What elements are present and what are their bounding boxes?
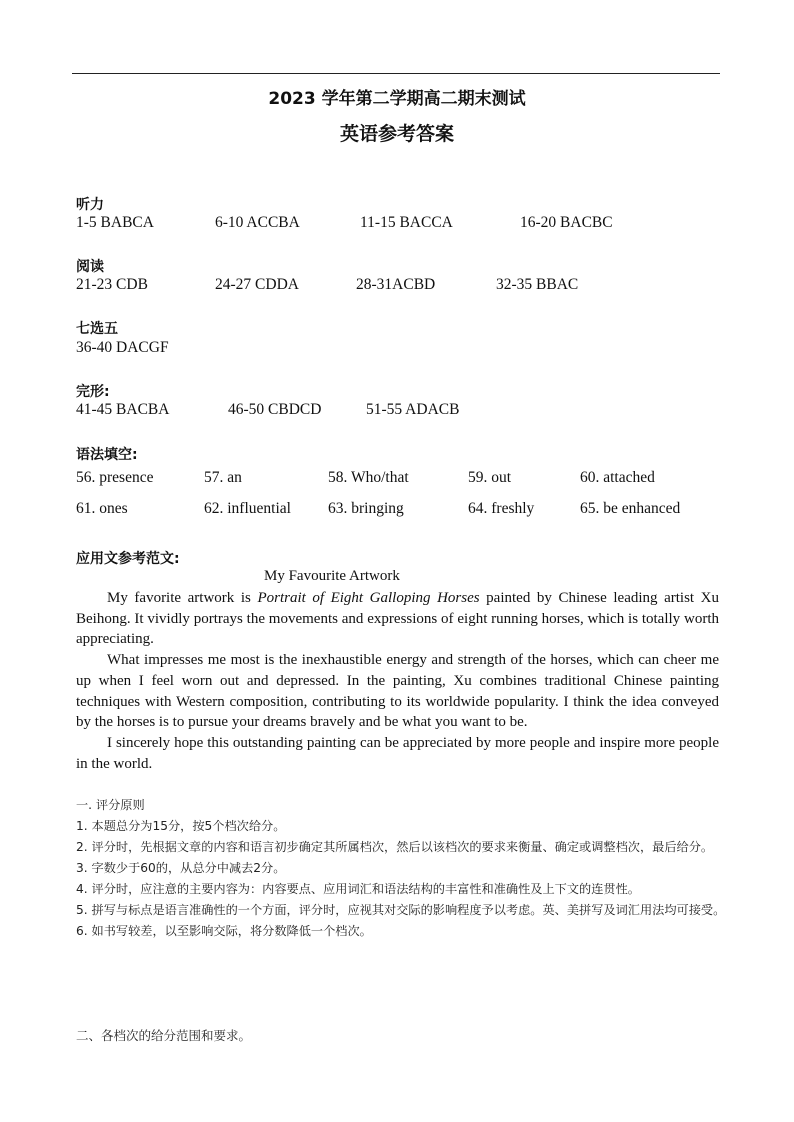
essay-paragraph-2: What impresses me most is the inexhaustible energy and strength of the horses, which can cheer me up when I feel worn out and depressed. In the painting, Xu combines traditional Chinese painting techniques with Western composition, contributing to its worldwide popularity. I think the idea conveyed by the horses is to pursue your dreams bravely and be what you want to be.	[76, 652, 719, 731]
scoring-item: 6. 如书写较差，以至影响交际，将分数降低一个档次。	[76, 924, 372, 938]
answer-group: 46-50 CBDCD	[228, 401, 322, 418]
scoring-item: 4. 评分时，应注意的主要内容为：内容要点、应用词汇和语法结构的丰富性和准确性及上下文的连贯性。	[76, 882, 640, 896]
scoring-item: 3. 字数少于60的，从总分中减去2分。	[76, 861, 286, 875]
answer-group: 16-20 BACBC	[520, 214, 613, 231]
essay-paragraph-1: My favorite artwork is Portrait of Eight Galloping Horses painted by Chinese leading artist Xu Beihong. It vividly portrays the movements and expressions of eight running horses, which is totally worth appreciating.	[76, 590, 720, 648]
listening-answers	[0, 214, 794, 234]
grammar-answer: 64. freshly	[468, 500, 535, 517]
answer-group: 11-15 BACCA	[360, 214, 453, 231]
grammar-answer: 63. bringing	[328, 500, 404, 517]
reading-answers	[0, 276, 794, 296]
answer-group: 6-10 ACCBA	[215, 214, 300, 231]
seven-five-answers	[0, 339, 794, 359]
scoring-heading: 一. 评分原则	[76, 798, 145, 812]
header-rule	[72, 73, 720, 74]
grammar-answer: 62. influential	[204, 500, 291, 517]
answer-group: 28-31ACBD	[356, 276, 436, 293]
answer-group: 1-5 BABCA	[76, 214, 154, 231]
artwork-title: Portrait of Eight Galloping Horses	[257, 590, 480, 606]
answer-group: 24-27 CDDA	[215, 276, 299, 293]
scoring-item: 2. 评分时，先根据文章的内容和语言初步确定其所属档次，然后以该档次的要求来衡量、确定或调整档次，最后给分。	[76, 840, 714, 854]
essay-paragraph-3: I sincerely hope this outstanding painting can be appreciated by more people and inspire more people in the world.	[76, 734, 719, 772]
grammar-answer: 65. be enhanced	[580, 500, 681, 517]
grammar-answer: 56. presence	[76, 469, 154, 486]
answer-group: 36-40 DACGF	[76, 339, 169, 356]
grammar-answer: 61. ones	[76, 500, 128, 517]
seven-five-heading: 七选五	[76, 321, 118, 337]
essay-title: My Favourite Artwork	[264, 568, 400, 584]
grammar-answer: 60. attached	[580, 469, 655, 486]
cloze-answers	[0, 401, 794, 421]
answer-group: 41-45 BACBA	[76, 401, 170, 418]
scoring-item: 5. 拼写与标点是语言准确性的一个方面，评分时，应视其对交际的影响程度予以考虑。英、美拼写及词汇用法均可接受。	[76, 903, 726, 917]
exam-title: 2023 学年第二学期高二期末测试	[268, 89, 526, 109]
grammar-heading: 语法填空:	[76, 447, 138, 463]
grammar-answers-row-1	[0, 469, 794, 489]
grammar-answer: 58. Who/that	[328, 469, 409, 486]
scoring-principles	[76, 795, 726, 942]
grading-levels-heading: 二、各档次的给分范围和要求。	[76, 1028, 252, 1043]
grammar-answer: 59. out	[468, 469, 512, 486]
reading-heading: 阅读	[76, 259, 104, 275]
answer-group: 51-55 ADACB	[366, 401, 460, 418]
answer-group: 21-23 CDB	[76, 276, 148, 293]
answer-key-title: 英语参考答案	[339, 123, 454, 145]
scoring-item: 1. 本题总分为15分，按5个档次给分。	[76, 819, 286, 833]
answer-group: 32-35 BBAC	[496, 276, 579, 293]
grammar-answer: 57. an	[204, 469, 242, 486]
sample-essay	[76, 588, 719, 774]
cloze-heading: 完形:	[76, 384, 110, 400]
grammar-answers-row-2	[0, 500, 794, 520]
writing-heading: 应用文参考范文:	[76, 551, 180, 567]
listening-heading: 听力	[76, 197, 104, 213]
